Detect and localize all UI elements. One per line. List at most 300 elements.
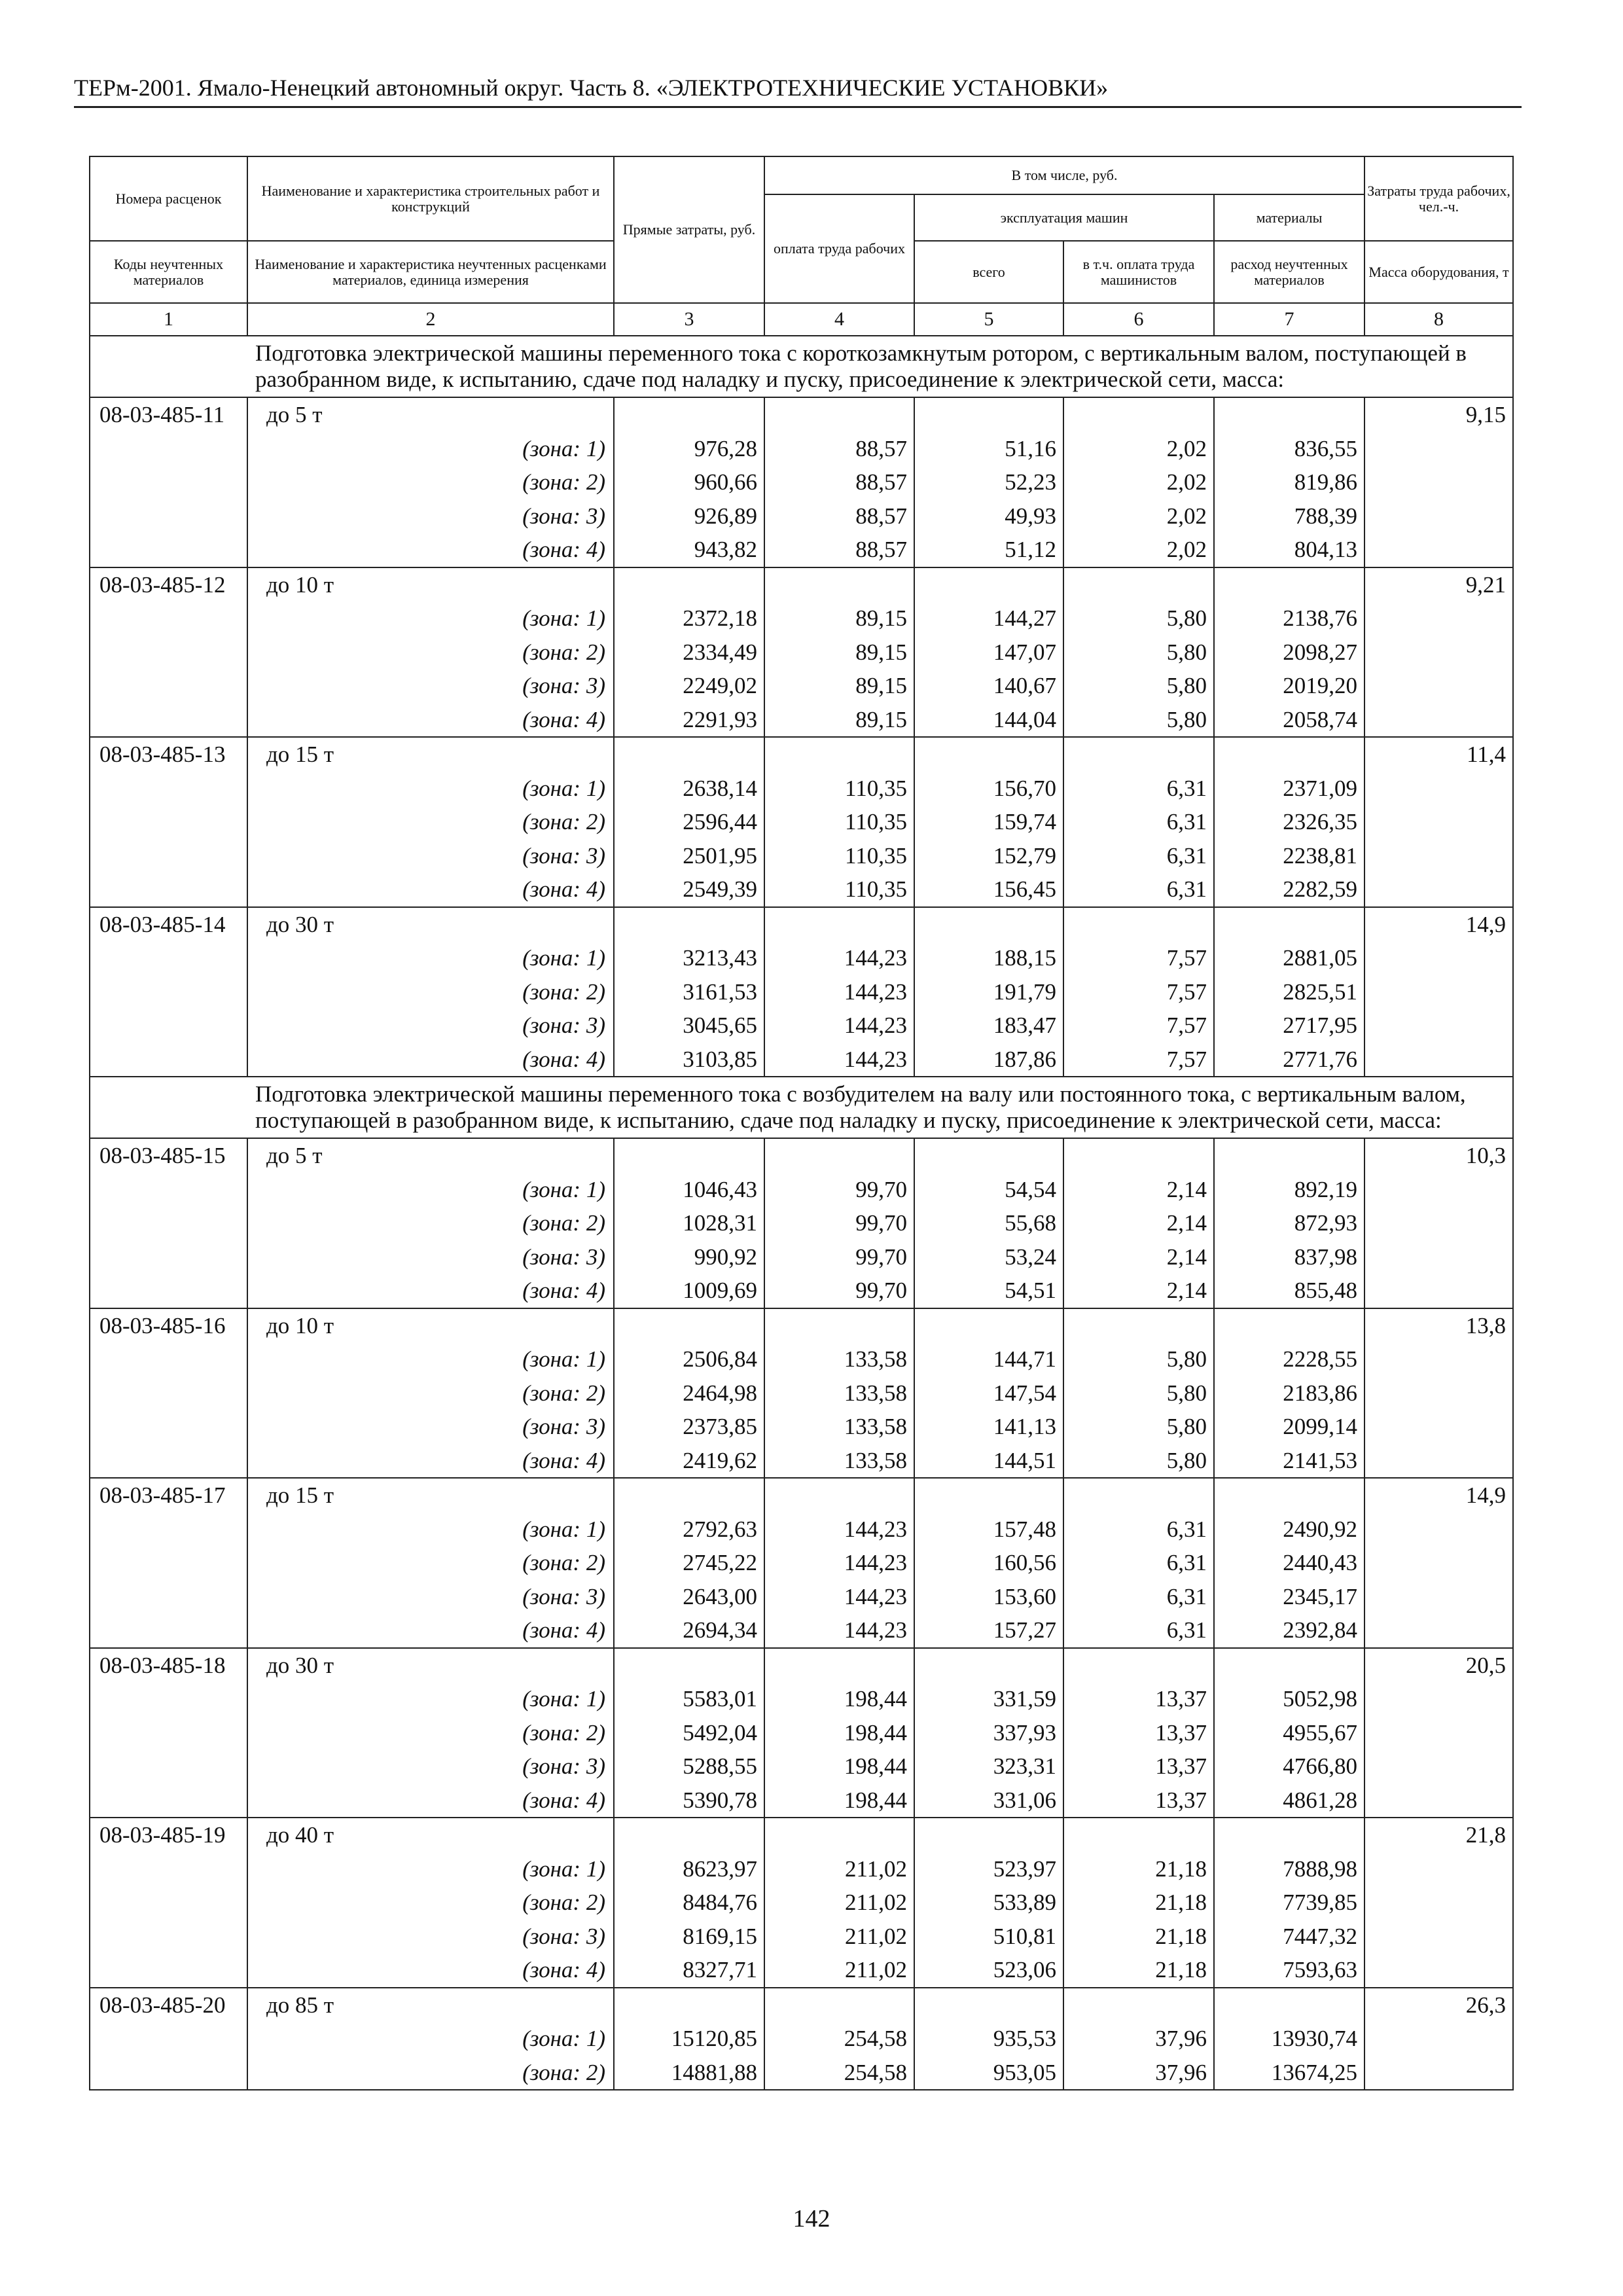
header-codes-bottom: Коды неучтенных материалов [90, 241, 247, 303]
zone-direct-value: 14881,88 [671, 2059, 757, 2085]
zone-materials-value: 7739,85 [1283, 1890, 1358, 1915]
zone-materials-value: 2228,55 [1283, 1346, 1358, 1372]
zone-wages-value: 144,23 [844, 1013, 907, 1038]
col-labor [1364, 1648, 1513, 1818]
col-wages [764, 737, 914, 907]
cell-line [1215, 1479, 1357, 1513]
zone-wages-value: 254,58 [844, 2026, 907, 2051]
zone-label: (зона: 2) [522, 639, 605, 665]
header-wages: оплата труда рабочих [764, 194, 914, 303]
zone-materials-value: 2825,51 [1283, 978, 1358, 1005]
zone-label: (зона: 3) [522, 1414, 605, 1439]
zone-materials-value: 2141,53 [1283, 1447, 1358, 1473]
col-machinists [1063, 1308, 1214, 1479]
zone-machines-value: 147,54 [993, 1380, 1056, 1406]
zone-wages-value: 254,58 [844, 2059, 907, 2085]
cell-line [615, 1309, 757, 1343]
zone-label: (зона: 1) [522, 1856, 605, 1882]
zone-label: (зона: 4) [522, 537, 605, 562]
zone-direct-value: 3045,65 [683, 1013, 757, 1038]
rate-code-text: 08-03-485-12 [99, 571, 226, 598]
zone-wages-value: 88,57 [855, 537, 907, 562]
zone-wages-value: 144,23 [844, 1516, 907, 1542]
zone-wages-value: 110,35 [845, 842, 907, 869]
zone-machines-value: 159,74 [993, 809, 1056, 834]
col-labor [1364, 1988, 1513, 2090]
table-body [90, 336, 1513, 2090]
zone-machinists-value: 13,37 [1155, 1787, 1207, 1813]
zone-machines-value: 337,93 [993, 1719, 1056, 1746]
cell-line [1064, 1139, 1207, 1173]
zone-direct-value: 1009,69 [683, 1278, 757, 1303]
rate-code [90, 1138, 247, 1308]
col-machinists [1063, 1478, 1214, 1648]
col-wages [764, 1138, 914, 1308]
col-machinists [1063, 1138, 1214, 1308]
zone-machinists-value: 6,31 [1166, 842, 1207, 869]
col-direct [614, 1818, 764, 1988]
zone-machines-value: 156,45 [993, 876, 1056, 902]
zone-machines-value: 157,48 [993, 1516, 1056, 1542]
work-description [247, 1818, 614, 1988]
mass-label: до 85 т [266, 1992, 334, 2018]
zone-materials-value: 4955,67 [1283, 1719, 1358, 1746]
zone-label: (зона: 3) [522, 1923, 605, 1949]
zone-label: (зона: 4) [522, 706, 605, 732]
cell-line [765, 1649, 907, 1683]
col-materials [1214, 397, 1364, 567]
cell-line [1215, 738, 1357, 772]
zone-machinists-value: 5,80 [1166, 1346, 1207, 1372]
zone-wages-value: 198,44 [844, 1753, 907, 1779]
zone-materials-value: 4861,28 [1283, 1787, 1358, 1813]
zone-machines-value: 54,51 [1005, 1278, 1056, 1303]
zone-machines-value: 144,51 [993, 1447, 1056, 1473]
cell-line [915, 908, 1056, 942]
zone-machines-value: 51,12 [1005, 537, 1056, 562]
zone-materials-value: 892,19 [1294, 1176, 1358, 1202]
col-direct [614, 1308, 764, 1479]
zone-machines-value: 331,06 [993, 1787, 1056, 1813]
zone-label: (зона: 1) [522, 945, 605, 971]
rate-code [90, 1648, 247, 1818]
zone-machinists-value: 2,14 [1166, 1278, 1207, 1303]
zone-machinists-value: 5,80 [1166, 673, 1207, 698]
zone-direct-value: 1046,43 [683, 1176, 757, 1202]
zone-machines-value: 52,23 [1005, 469, 1056, 495]
table-row [90, 737, 1513, 907]
table-row [90, 567, 1513, 738]
zone-wages-value: 211,02 [845, 1957, 907, 1982]
zone-machinists-value: 6,31 [1166, 1550, 1207, 1575]
zone-machinists-value: 5,80 [1166, 605, 1207, 631]
col-wages [764, 1988, 914, 2090]
zone-direct-value: 2334,49 [683, 639, 757, 665]
col-machines [914, 567, 1063, 738]
zone-machines-value: 144,71 [993, 1346, 1056, 1372]
table-row [90, 907, 1513, 1077]
zone-wages-value: 99,70 [855, 1278, 907, 1303]
labor-value: 9,21 [1465, 571, 1507, 598]
cell-line [1064, 908, 1207, 942]
header-materials-consumption: расход неучтенных материалов [1214, 241, 1364, 303]
col-machinists [1063, 1818, 1214, 1988]
cell-line [765, 568, 907, 602]
header-name-bottom: Наименование и характеристика неучтенных расценками материалов, единица измерения [247, 241, 614, 303]
col-direct [614, 907, 764, 1077]
zone-wages-value: 88,57 [855, 503, 907, 529]
col-machines [914, 397, 1063, 567]
zone-wages-value: 144,23 [844, 1046, 907, 1072]
work-description [247, 397, 614, 567]
col-direct [614, 1478, 764, 1648]
col-labor [1364, 1478, 1513, 1648]
cell-line [765, 1309, 907, 1343]
col-labor [1364, 567, 1513, 738]
mass-label: до 15 т [266, 1482, 334, 1508]
zone-machinists-value: 13,37 [1155, 1719, 1207, 1746]
col-wages [764, 1818, 914, 1988]
cell-line [915, 738, 1056, 772]
zone-wages-value: 110,35 [845, 876, 907, 902]
zone-materials-value: 7593,63 [1283, 1957, 1358, 1982]
zone-direct-value: 2373,85 [683, 1414, 757, 1439]
column-number: 1 [90, 303, 247, 336]
cell-line [1064, 398, 1207, 432]
header-name-top: Наименование и характеристика строительных работ и конструкций [247, 156, 614, 241]
zone-materials-value: 4766,80 [1283, 1753, 1358, 1779]
zone-machines-value: 523,97 [993, 1856, 1056, 1882]
rate-code-text: 08-03-485-11 [99, 402, 225, 427]
zone-label: (зона: 2) [522, 2059, 605, 2085]
zone-label: (зона: 2) [522, 1550, 605, 1575]
cell-line [765, 1988, 907, 2022]
zone-direct-value: 5583,01 [683, 1686, 757, 1712]
zone-wages-value: 133,58 [844, 1414, 907, 1439]
header-machinists-wages: в т.ч. оплата труда машинистов [1063, 241, 1214, 303]
zone-label: (зона: 4) [522, 1046, 605, 1072]
zone-label: (зона: 3) [522, 1753, 605, 1779]
zone-label: (зона: 3) [522, 1583, 605, 1609]
zone-wages-value: 89,15 [855, 605, 907, 631]
cell-line [765, 1139, 907, 1173]
col-direct [614, 1138, 764, 1308]
zone-wages-value: 89,15 [855, 673, 907, 698]
cell-line [915, 1309, 1056, 1343]
rate-code [90, 737, 247, 907]
zone-machines-value: 54,54 [1005, 1176, 1056, 1202]
zone-materials-value: 2098,27 [1283, 639, 1358, 665]
zone-direct-value: 3161,53 [683, 978, 757, 1005]
zone-direct-value: 2419,62 [683, 1447, 757, 1473]
zone-direct-value: 2549,39 [683, 876, 757, 902]
zone-machinists-value: 7,57 [1166, 945, 1207, 971]
zone-materials-value: 13930,74 [1271, 2026, 1358, 2051]
labor-value: 20,5 [1465, 1652, 1507, 1678]
zone-wages-value: 133,58 [844, 1380, 907, 1406]
col-materials [1214, 1308, 1364, 1479]
zone-machinists-value: 6,31 [1166, 876, 1207, 902]
zone-materials-value: 2392,84 [1283, 1617, 1358, 1643]
cell-line [1064, 738, 1207, 772]
cell-line [915, 398, 1056, 432]
zone-materials-value: 2881,05 [1283, 945, 1358, 971]
zone-label: (зона: 1) [522, 435, 605, 461]
col-machinists [1063, 737, 1214, 907]
header-materials: материалы [1214, 194, 1364, 241]
zone-materials-value: 836,55 [1294, 435, 1358, 461]
zone-machinists-value: 5,80 [1166, 639, 1207, 665]
zone-machinists-value: 6,31 [1166, 809, 1207, 834]
zone-machines-value: 935,53 [993, 2026, 1056, 2051]
cell-line [1064, 568, 1207, 602]
zone-materials-value: 7447,32 [1283, 1923, 1358, 1949]
zone-machines-value: 140,67 [993, 673, 1056, 698]
zone-direct-value: 1028,31 [683, 1210, 757, 1236]
rate-code [90, 1818, 247, 1988]
zone-machines-value: 55,68 [1005, 1210, 1056, 1236]
col-machinists [1063, 567, 1214, 738]
zone-label: (зона: 3) [522, 1244, 605, 1270]
cell-line [615, 1818, 757, 1852]
rate-code [90, 567, 247, 738]
zone-label: (зона: 2) [522, 978, 605, 1005]
zone-wages-value: 144,23 [844, 1617, 907, 1643]
zone-label: (зона: 1) [522, 1516, 605, 1542]
zone-machinists-value: 37,96 [1155, 2026, 1207, 2051]
zone-machines-value: 183,47 [993, 1013, 1056, 1038]
cell-line [765, 398, 907, 432]
zone-wages-value: 144,23 [844, 1583, 907, 1609]
zone-materials-value: 2440,43 [1283, 1550, 1358, 1575]
zone-materials-value: 2019,20 [1283, 673, 1358, 698]
cell-line [765, 908, 907, 942]
zone-label: (зона: 1) [522, 605, 605, 631]
zone-direct-value: 2638,14 [683, 775, 757, 801]
cell-line [1064, 1818, 1207, 1852]
zone-direct-value: 2291,93 [683, 706, 757, 732]
labor-value: 26,3 [1465, 1992, 1507, 2018]
column-number: 7 [1214, 303, 1364, 336]
col-machines [914, 737, 1063, 907]
cell-line [615, 1649, 757, 1683]
zone-direct-value: 943,82 [694, 537, 757, 562]
cell-line [1064, 1649, 1207, 1683]
zone-machinists-value: 13,37 [1155, 1753, 1207, 1779]
cell-line [915, 1479, 1056, 1513]
zone-machinists-value: 5,80 [1166, 1414, 1207, 1439]
zone-materials-value: 788,39 [1294, 503, 1358, 529]
col-machinists [1063, 1988, 1214, 2090]
column-number: 3 [614, 303, 764, 336]
zone-machines-value: 49,93 [1005, 503, 1056, 529]
col-machines [914, 1988, 1063, 2090]
zone-machinists-value: 21,18 [1155, 1923, 1207, 1949]
cell-line [1215, 1309, 1357, 1343]
zone-label: (зона: 3) [522, 503, 605, 529]
cell-line [615, 1139, 757, 1173]
mass-label: до 30 т [266, 1652, 334, 1678]
zone-wages-value: 144,23 [844, 1550, 907, 1575]
zone-label: (зона: 2) [522, 809, 605, 834]
zone-direct-value: 2745,22 [683, 1550, 757, 1575]
labor-value: 14,9 [1465, 1482, 1507, 1508]
header-including: В том числе, руб. [764, 156, 1364, 194]
zone-direct-value: 5390,78 [683, 1787, 757, 1813]
col-wages [764, 1478, 914, 1648]
zone-direct-value: 2694,34 [683, 1617, 757, 1643]
table-row [90, 1138, 1513, 1308]
zone-machines-value: 533,89 [993, 1890, 1056, 1915]
zone-wages-value: 198,44 [844, 1686, 907, 1712]
section-title: Подготовка электрической машины переменного тока с короткозамкнутым ротором, с вертикальным валом, поступающей в разобранном виде, к испытанию, сдаче под наладку и пуску, присоединение к электрической сети, масса: [90, 336, 1513, 397]
zone-direct-value: 15120,85 [671, 2026, 757, 2051]
zone-direct-value: 976,28 [694, 435, 757, 461]
rate-code-text: 08-03-485-16 [99, 1312, 226, 1338]
zone-wages-value: 99,70 [855, 1244, 907, 1270]
cell-line [615, 1479, 757, 1513]
zone-label: (зона: 4) [522, 876, 605, 902]
zone-wages-value: 144,23 [844, 978, 907, 1005]
cell-line [1215, 398, 1357, 432]
zone-materials-value: 2771,76 [1283, 1046, 1358, 1072]
zone-wages-value: 198,44 [844, 1719, 907, 1746]
zone-wages-value: 110,35 [845, 809, 907, 834]
col-labor [1364, 397, 1513, 567]
rate-code-text: 08-03-485-14 [99, 911, 226, 937]
zone-machines-value: 157,27 [993, 1617, 1056, 1643]
zone-materials-value: 7888,98 [1283, 1856, 1358, 1882]
col-wages [764, 397, 914, 567]
table-row [90, 1308, 1513, 1479]
section-title-row [90, 336, 1513, 397]
zone-materials-value: 2238,81 [1283, 842, 1358, 869]
zone-wages-value: 110,35 [845, 775, 907, 801]
zone-materials-value: 2717,95 [1283, 1013, 1358, 1038]
mass-label: до 30 т [266, 911, 334, 937]
cell-line [1215, 1818, 1357, 1852]
col-labor [1364, 1138, 1513, 1308]
work-description [247, 1648, 614, 1818]
zone-machinists-value: 2,14 [1166, 1176, 1207, 1202]
zone-label: (зона: 1) [522, 1686, 605, 1712]
zone-machines-value: 188,15 [993, 945, 1056, 971]
col-direct [614, 397, 764, 567]
labor-value: 10,3 [1465, 1143, 1507, 1168]
col-machinists [1063, 1648, 1214, 1818]
work-description [247, 737, 614, 907]
zone-materials-value: 2138,76 [1283, 605, 1358, 631]
header-machines: эксплуатация машин [914, 194, 1214, 241]
table-row [90, 1988, 1513, 2090]
col-machinists [1063, 397, 1214, 567]
cell-line [1215, 908, 1357, 942]
table-row [90, 1478, 1513, 1648]
cell-line [615, 908, 757, 942]
zone-machinists-value: 2,02 [1166, 469, 1207, 495]
zone-machines-value: 152,79 [993, 842, 1056, 869]
zone-direct-value: 5492,04 [683, 1719, 757, 1746]
zone-direct-value: 2249,02 [683, 673, 757, 698]
zone-machines-value: 331,59 [993, 1686, 1056, 1712]
zone-label: (зона: 1) [522, 2026, 605, 2051]
rate-code-text: 08-03-485-19 [99, 1822, 226, 1848]
cell-line [765, 1479, 907, 1513]
table-row [90, 397, 1513, 567]
zone-label: (зона: 4) [522, 1787, 605, 1813]
mass-label: до 5 т [266, 1143, 323, 1168]
cell-line [1064, 1479, 1207, 1513]
zone-wages-value: 211,02 [845, 1923, 907, 1949]
rate-code [90, 1308, 247, 1479]
zone-direct-value: 2372,18 [683, 605, 757, 631]
cell-line [915, 568, 1056, 602]
zone-machines-value: 147,07 [993, 639, 1056, 665]
running-header: ТЕРм-2001. Ямало-Ненецкий автономный округ. Часть 8. «ЭЛЕКТРОТЕХНИЧЕСКИЕ УСТАНОВКИ» [74, 73, 1522, 108]
zone-wages-value: 198,44 [844, 1787, 907, 1813]
mass-label: до 15 т [266, 742, 334, 767]
zone-machinists-value: 21,18 [1155, 1890, 1207, 1915]
rate-code [90, 397, 247, 567]
zone-label: (зона: 1) [522, 1176, 605, 1202]
column-number: 8 [1364, 303, 1513, 336]
col-machines [914, 1478, 1063, 1648]
cell-line [765, 738, 907, 772]
zone-machines-value: 191,79 [993, 978, 1056, 1005]
col-wages [764, 1308, 914, 1479]
labor-value: 14,9 [1465, 911, 1507, 937]
cell-line [1215, 1139, 1357, 1173]
zone-wages-value: 144,23 [844, 945, 907, 971]
zone-machinists-value: 6,31 [1166, 1516, 1207, 1542]
zone-machines-value: 160,56 [993, 1550, 1056, 1575]
col-machines [914, 1648, 1063, 1818]
zone-direct-value: 2464,98 [683, 1380, 757, 1406]
column-numbers-row [90, 303, 1513, 336]
mass-label: до 40 т [266, 1822, 334, 1848]
zone-label: (зона: 2) [522, 1890, 605, 1915]
zone-machines-value: 144,27 [993, 605, 1056, 631]
zone-wages-value: 89,15 [855, 706, 907, 732]
zone-label: (зона: 1) [522, 775, 605, 801]
col-direct [614, 1988, 764, 2090]
col-materials [1214, 737, 1364, 907]
zone-machinists-value: 21,18 [1155, 1957, 1207, 1982]
zone-label: (зона: 4) [522, 1447, 605, 1473]
table-row [90, 1648, 1513, 1818]
cell-line [1064, 1988, 1207, 2022]
zone-machinists-value: 6,31 [1166, 1617, 1207, 1643]
col-materials [1214, 1818, 1364, 1988]
zone-direct-value: 8169,15 [683, 1923, 757, 1949]
cell-line [1064, 1309, 1207, 1343]
rate-code [90, 907, 247, 1077]
col-machines [914, 907, 1063, 1077]
zone-machinists-value: 7,57 [1166, 978, 1207, 1005]
zone-machines-value: 51,16 [1005, 435, 1056, 461]
zone-label: (зона: 4) [522, 1957, 605, 1982]
zone-wages-value: 133,58 [844, 1346, 907, 1372]
zone-materials-value: 2058,74 [1283, 706, 1358, 732]
zone-wages-value: 211,02 [845, 1856, 907, 1882]
table-header [90, 156, 1513, 336]
work-description [247, 907, 614, 1077]
zone-materials-value: 2183,86 [1283, 1380, 1358, 1406]
zone-wages-value: 133,58 [844, 1447, 907, 1473]
col-materials [1214, 567, 1364, 738]
zone-machinists-value: 37,96 [1155, 2059, 1207, 2085]
zone-wages-value: 99,70 [855, 1176, 907, 1202]
